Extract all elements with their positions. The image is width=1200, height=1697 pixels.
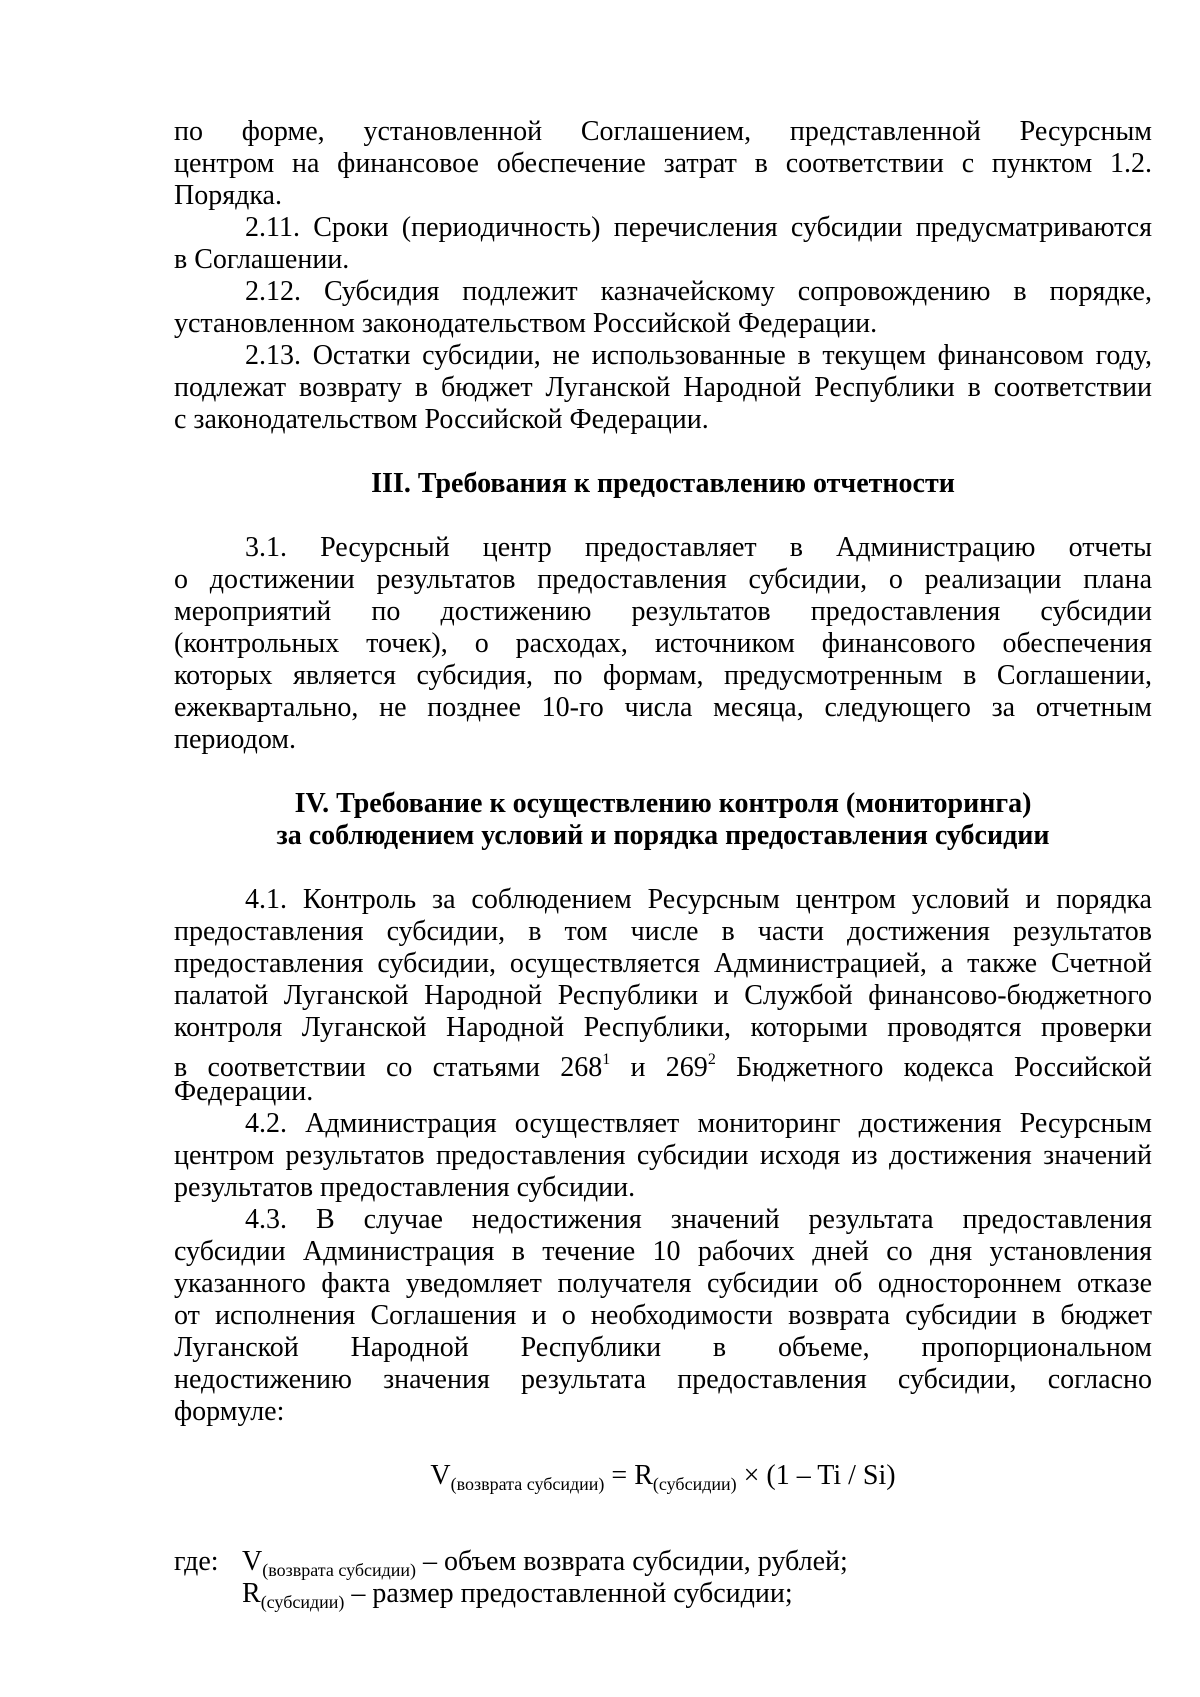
paragraph-3-1	[174, 532, 1152, 756]
text-line: 4.3. В случае недостижения значений результата предоставления	[245, 1204, 1152, 1235]
text-line: от исполнения Соглашения и о необходимости возврата субсидии в бюджет	[174, 1300, 1152, 1331]
text-line: подлежат возврату в бюджет Луганской Народной Республики в соответствии	[174, 372, 1152, 403]
text-line: ежеквартально, не позднее 10-го числа месяца, следующего за отчетным	[174, 692, 1152, 723]
text-line: 2.13. Остатки субсидии, не использованные в текущем финансовом году,	[245, 340, 1152, 371]
text-line: контроля Луганской Народной Республики, которыми проводятся проверки	[174, 1012, 1152, 1043]
text-line: 2.12. Субсидия подлежит казначейскому сопровождению в порядке,	[245, 276, 1152, 307]
formula-rest: × (1 – Ti / Si)	[736, 1460, 896, 1491]
legend-r-description: – размер предоставленной субсидии;	[344, 1578, 793, 1609]
paragraph-4-3	[174, 1204, 1152, 1428]
paragraph-2-13	[174, 340, 1152, 436]
text-line: с законодательством Российской Федерации.	[174, 404, 709, 435]
paragraph-4-2	[174, 1108, 1152, 1204]
superscript: 2	[707, 1051, 716, 1068]
legend-v-description: – объем возврата субсидии, рублей;	[416, 1546, 848, 1577]
text-fragment: в соответствии со статьями 268	[174, 1052, 603, 1083]
text-fragment: и 269	[610, 1052, 708, 1083]
text-line: результатов предоставления субсидии.	[174, 1172, 636, 1203]
paragraph-2-11	[174, 212, 1152, 276]
legend-v-subscript: (возврата субсидии)	[262, 1560, 417, 1580]
legend-label: где:	[174, 1546, 219, 1577]
text-line: 4.2. Администрация осуществляет мониторинг достижения Ресурсным	[245, 1108, 1152, 1139]
text-line: (контрольных точек), о расходах, источником финансового обеспечения	[174, 628, 1152, 659]
legend-line-r	[174, 1578, 1152, 1610]
text-line: предоставления субсидии, осуществляется Администрацией, а также Счетной	[174, 948, 1152, 979]
formula-v: V	[430, 1460, 451, 1491]
formula	[174, 1460, 1152, 1500]
text-line: в Соглашении.	[174, 244, 350, 275]
formula-r: R	[634, 1460, 653, 1491]
section-3-heading: III. Требования к предоставлению отчетности	[371, 468, 955, 499]
formula-equals: =	[604, 1460, 635, 1491]
text-line: предоставления субсидии, в том числе в части достижения результатов	[174, 916, 1152, 947]
paragraph-2-12	[174, 276, 1152, 340]
legend-r: R	[242, 1578, 261, 1609]
text-line	[174, 1044, 1153, 1083]
text-line: указанного факта уведомляет получателя субсидии об одностороннем отказе	[174, 1268, 1152, 1299]
formula-legend	[174, 1546, 1152, 1610]
text-line: установленном законодательством Российской Федерации.	[174, 308, 878, 339]
text-line: формуле:	[174, 1396, 285, 1427]
section-4-heading-line: IV. Требование к осуществлению контроля (мониторинга)	[294, 788, 1032, 819]
text-line: субсидии Администрация в течение 10 рабочих дней со дня установления	[174, 1236, 1152, 1267]
superscript: 1	[602, 1051, 611, 1068]
text-line: центром на финансовое обеспечение затрат в соответствии с пунктом 1.2.	[174, 148, 1152, 179]
legend-r-subscript: (субсидии)	[260, 1592, 345, 1612]
text-line: по форме, установленной Соглашением, представленной Ресурсным	[174, 116, 1152, 147]
text-line: периодом.	[174, 724, 297, 755]
paragraph-2-10-continuation	[174, 116, 1152, 212]
text-line: которых является субсидия, по формам, предусмотренным в Соглашении,	[174, 660, 1152, 691]
text-line: мероприятий по достижению результатов предоставления субсидии	[174, 596, 1152, 627]
text-line: 3.1. Ресурсный центр предоставляет в Администрацию отчеты	[245, 532, 1152, 563]
text-line: центром результатов предоставления субсидии исходя из достижения значений	[174, 1140, 1152, 1171]
section-4-heading	[174, 788, 1152, 852]
text-line: Федерации.	[174, 1076, 314, 1107]
formula-v-subscript: (возврата субсидии)	[450, 1474, 605, 1494]
text-line: 4.1. Контроль за соблюдением Ресурсным центром условий и порядка	[245, 884, 1152, 915]
section-4-heading-line: за соблюдением условий и порядка предоставления субсидии	[276, 820, 1050, 851]
text-line: о достижении результатов предоставления субсидии, о реализации плана	[174, 564, 1152, 595]
text-line: палатой Луганской Народной Республики и Службой финансово-бюджетного	[174, 980, 1152, 1011]
text-line: Порядка.	[174, 180, 282, 211]
text-line: недостижению значения результата предоставления субсидии, согласно	[174, 1364, 1152, 1395]
text-fragment: Бюджетного кодекса Российской	[715, 1052, 1153, 1083]
legend-line-v	[174, 1546, 1152, 1578]
paragraph-4-1	[174, 884, 1152, 1108]
text-line: Луганской Народной Республики в объеме, пропорциональном	[174, 1332, 1152, 1363]
text-line: 2.11. Сроки (периодичность) перечисления субсидии предусматриваются	[245, 212, 1152, 243]
formula-r-subscript: (субсидии)	[652, 1474, 737, 1494]
legend-v: V	[242, 1546, 263, 1577]
